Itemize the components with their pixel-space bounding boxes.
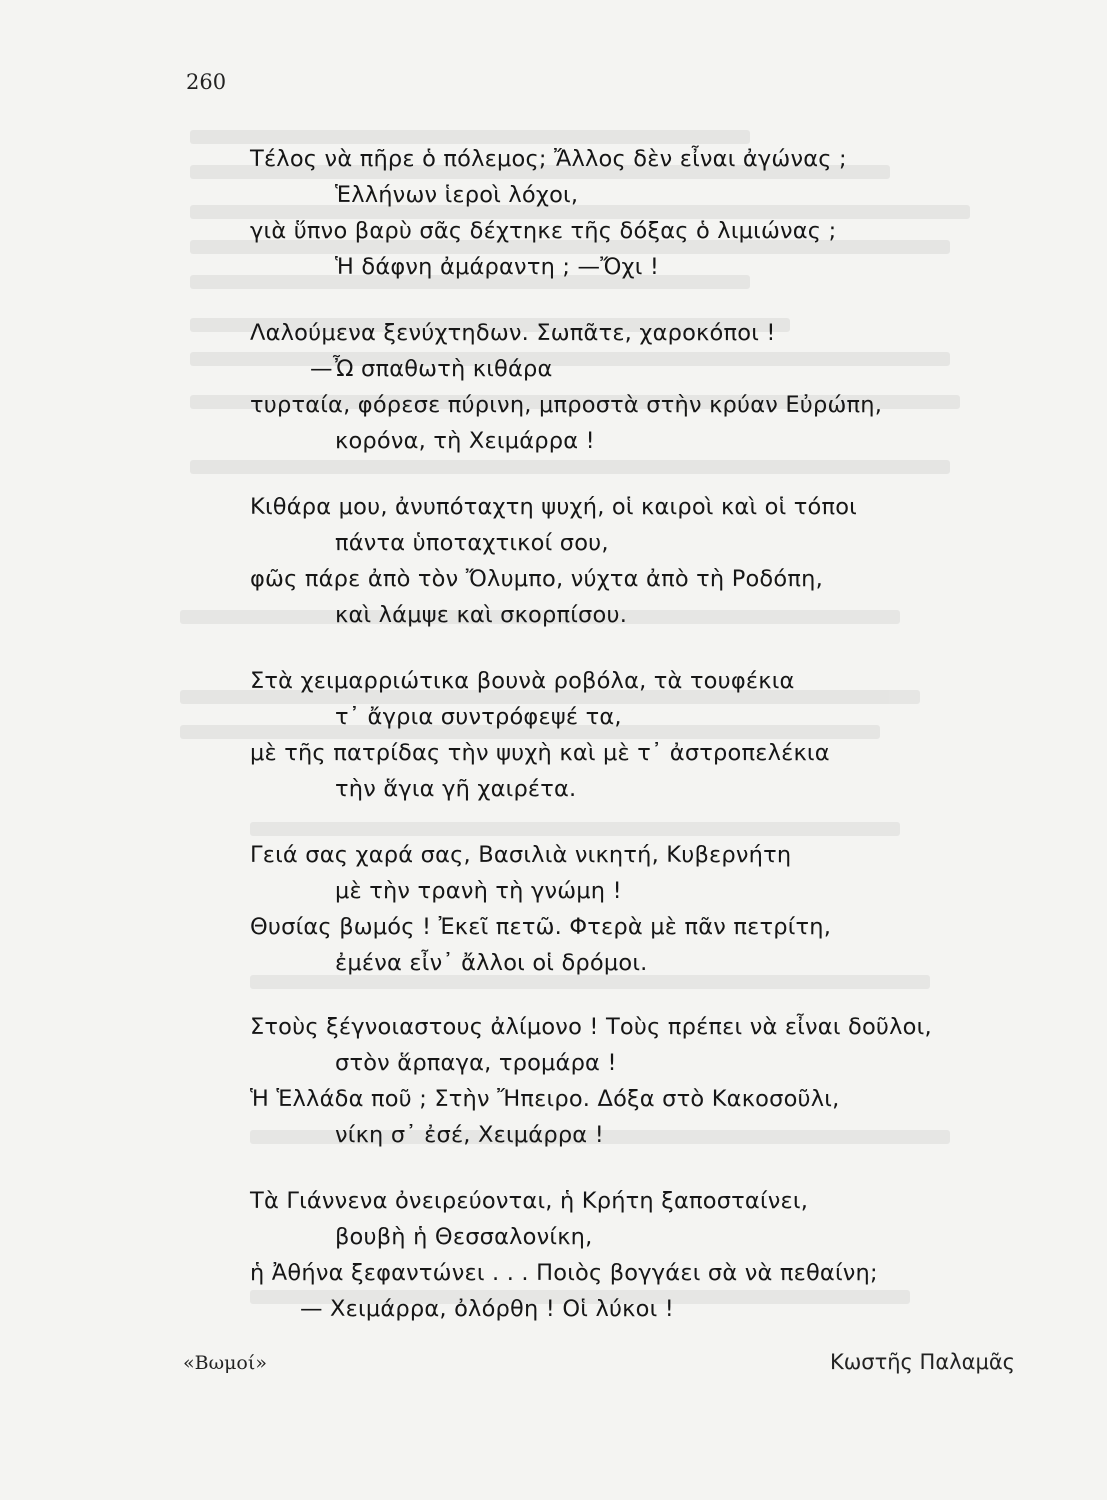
poem-line: πάντα ὑποταχτικοί σου,	[335, 530, 609, 556]
poem-line: νίκη σ᾿ ἐσέ, Χειμάρρα !	[335, 1122, 604, 1148]
poem-line: Ἡ Ἑλλάδα ποῦ ; Στὴν Ἤπειρο. Δόξα στὸ Κακοσοῦλι,	[250, 1086, 840, 1112]
poem-line: ἡ Ἀθήνα ξεφαντώνει . . . Ποιὸς βογγάει σὰ νὰ πεθαίνη;	[250, 1260, 878, 1286]
poem-line: βουβὴ ἡ Θεσσαλονίκη,	[335, 1224, 593, 1250]
poem-line: Γειά σας χαρά σας, Βασιλιὰ νικητή, Κυβερνήτη	[250, 842, 792, 868]
poem-line: Τέλος νὰ πῆρε ὁ πόλεμος; Ἄλλος δὲν εἶναι ἀγώνας ;	[250, 146, 847, 172]
poem-line: τ᾿ ἄγρια συντρόφεψέ τα,	[335, 704, 622, 730]
poem-line: Στοὺς ξέγνοιαστους ἀλίμονο ! Τοὺς πρέπει νὰ εἶναι δοῦλοι,	[250, 1014, 932, 1040]
source-title: «Βωμοί»	[183, 1352, 267, 1374]
poem-line: Στὰ χειμαρριώτικα βουνὰ ροβόλα, τὰ τουφέκια	[250, 668, 795, 694]
poem-line: ἐμένα εἶν᾿ ἄλλοι οἱ δρόμοι.	[335, 950, 648, 976]
poem-line: Τὰ Γιάννενα ὀνειρεύονται, ἡ Κρήτη ξαποσταίνει,	[250, 1188, 809, 1214]
poem-line: γιὰ ὕπνο βαρὺ σᾶς δέχτηκε τῆς δόξας ὁ λιμιώνας ;	[250, 218, 837, 244]
poem-line: φῶς πάρε ἀπὸ τὸν Ὄλυμπο, νύχτα ἀπὸ τὴ Ροδόπη,	[250, 566, 823, 592]
poem-line: τὴν ἅγια γῆ χαιρέτα.	[335, 776, 577, 802]
poem-line: τυρταία, φόρεσε πύρινη, μπροστὰ στὴν κρύαν Εὐρώπη,	[250, 392, 883, 418]
poem-line: καὶ λάμψε καὶ σκορπίσου.	[335, 602, 628, 628]
poem-line: κορόνα, τὴ Χειμάρρα !	[335, 428, 595, 454]
poem-line: — Χειμάρρα, ὀλόρθη ! Οἱ λύκοι !	[300, 1296, 674, 1322]
poem-line: στὸν ἅρπαγα, τρομάρα !	[335, 1050, 617, 1076]
poem-line: Θυσίας βωμός ! Ἐκεῖ πετῶ. Φτερὰ μὲ πᾶν πετρίτη,	[250, 914, 832, 940]
poem-line: μὲ τῆς πατρίδας τὴν ψυχὴ καὶ μὲ τ᾿ ἀστροπελέκια	[250, 740, 830, 766]
poem-line: Ἑλλήνων ἱεροὶ λόχοι,	[335, 182, 579, 208]
poem-line: Ἡ δάφνη ἀμάραντη ; —Ὄχι !	[335, 254, 660, 280]
poem-line: Λαλούμενα ξενύχτηδων. Σωπᾶτε, χαροκόποι !	[250, 320, 776, 346]
poem-line: Κιθάρα μου, ἀνυπόταχτη ψυχή, οἱ καιροὶ καὶ οἱ τόποι	[250, 494, 857, 520]
page-number: 260	[186, 70, 227, 94]
poem-line: μὲ τὴν τρανὴ τὴ γνώμη !	[335, 878, 622, 904]
author-name: Κωστῆς Παλαμᾶς	[829, 1350, 1015, 1374]
poem-line: —Ὦ σπαθωτὴ κιθάρα	[310, 356, 553, 382]
